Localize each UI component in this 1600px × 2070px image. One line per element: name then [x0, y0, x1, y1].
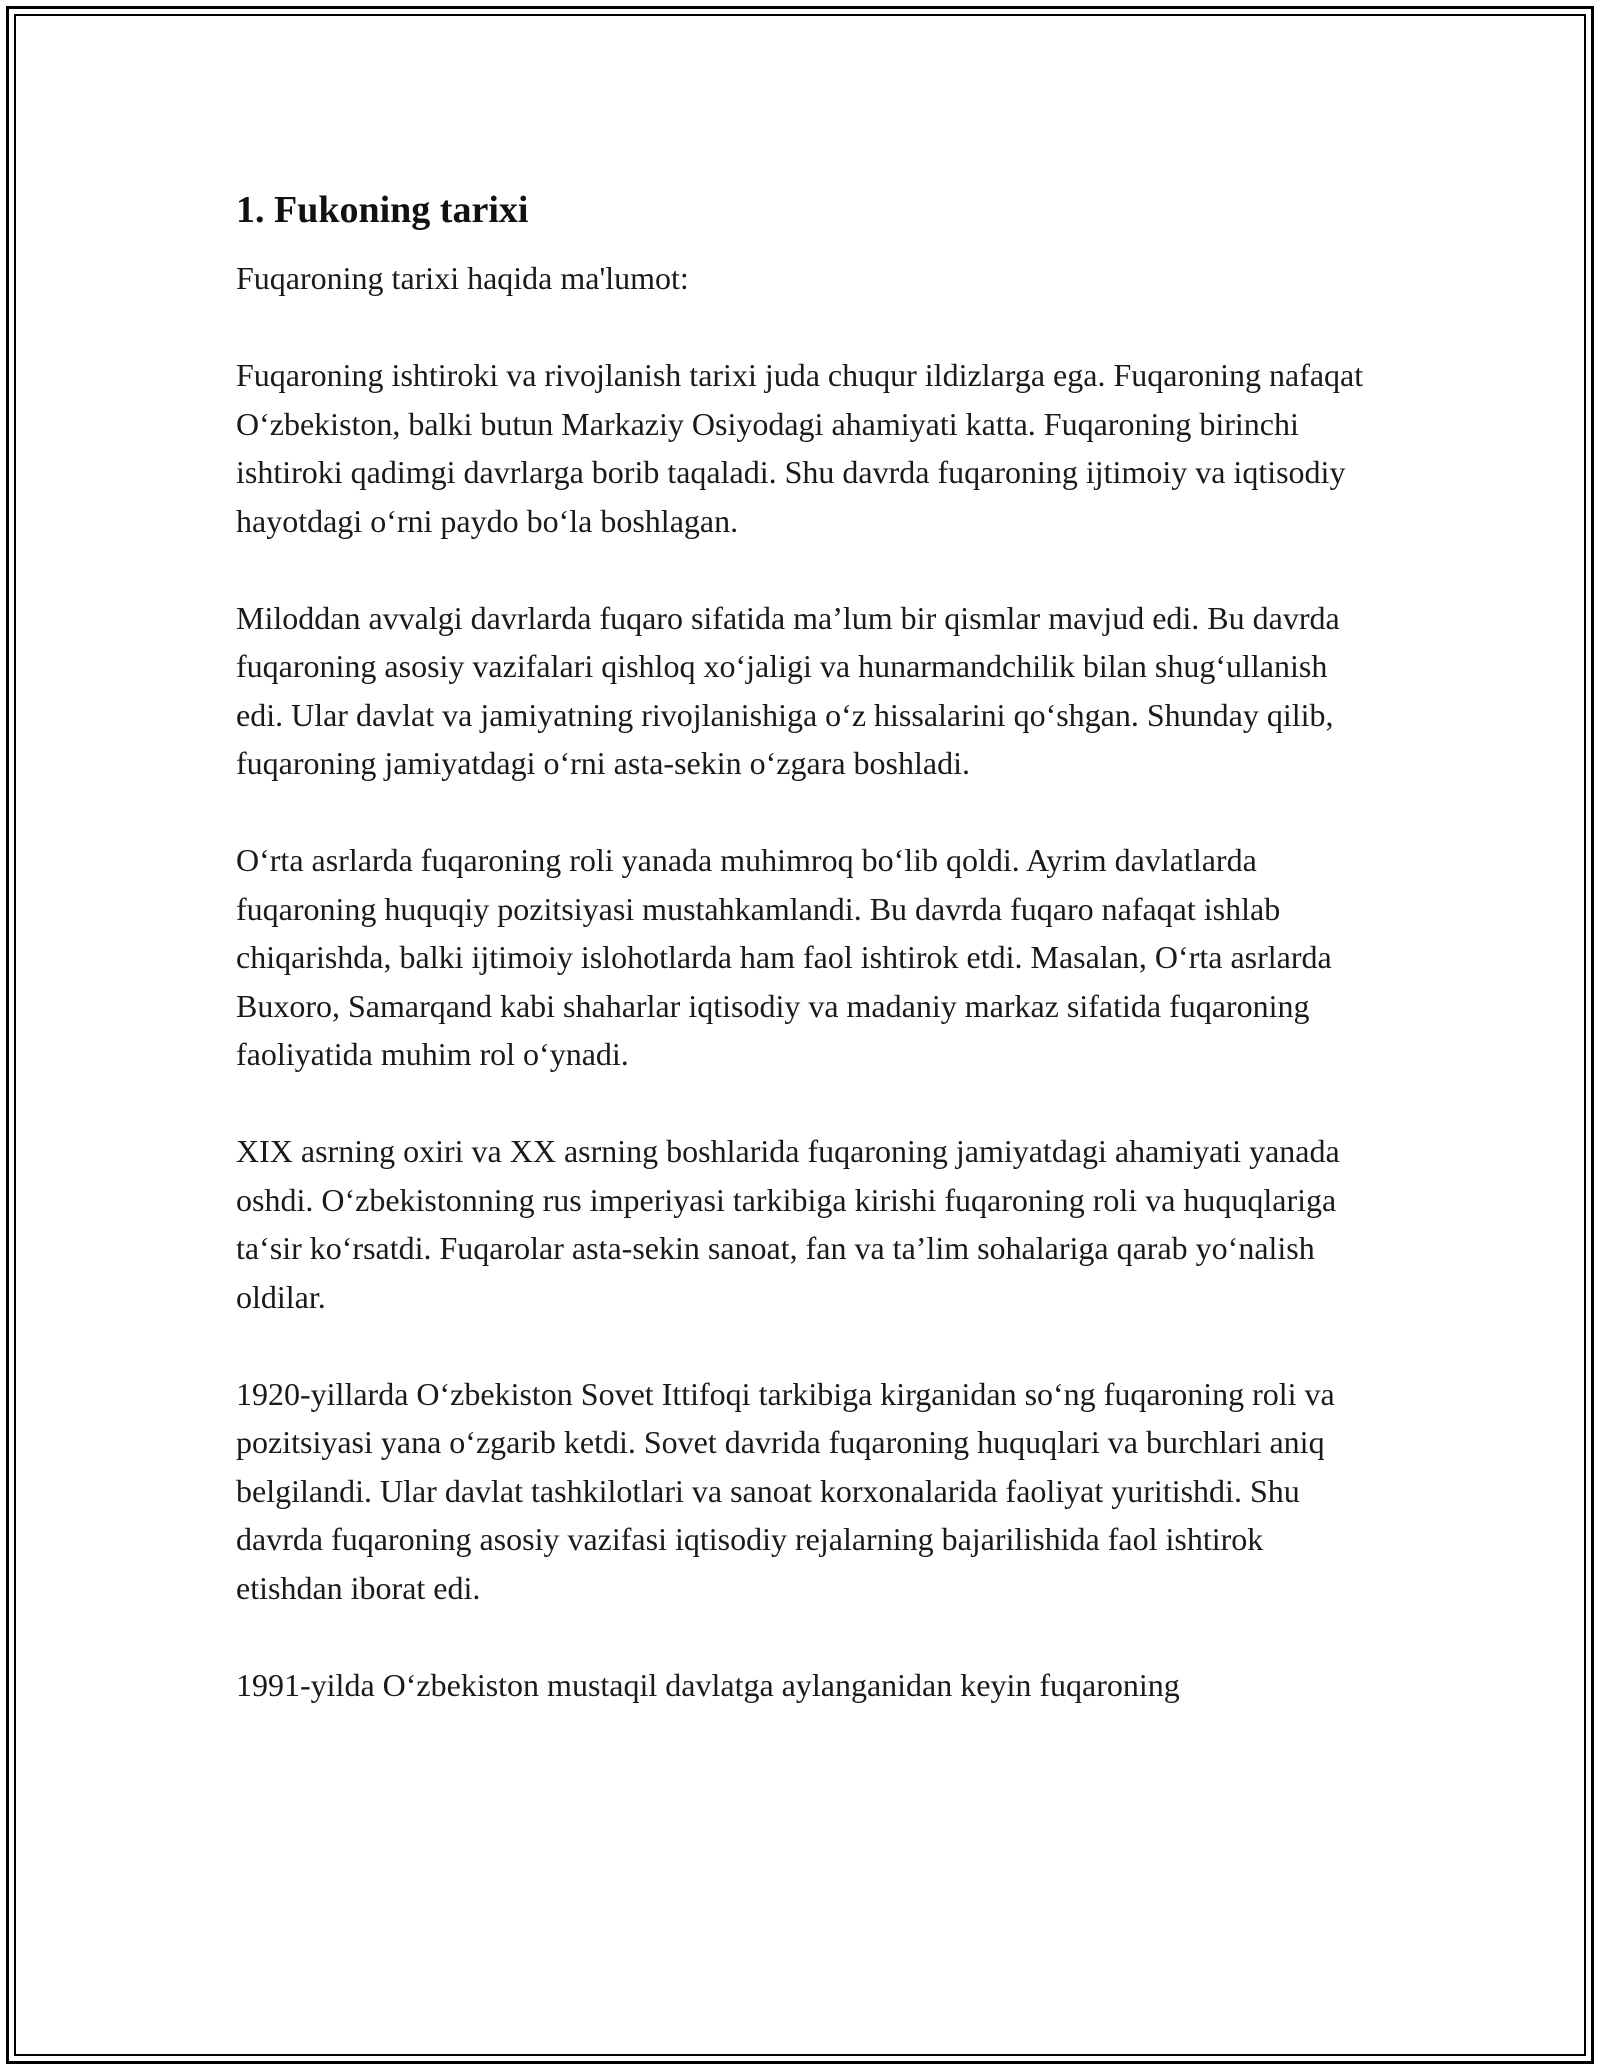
paragraph-origins: Fuqaroning ishtiroki va rivojlanish tarixi juda chuqur ildizlarga ega. Fuqaroning nafaqat O‘zbekiston, balki butun Markaziy Osiyodagi ahamiyati katta. Fuqaroning birinchi ishtiroki qadimgi davrlarga borib taqaladi. Shu davrda fuqaroning ijtimoiy va iqtisodiy hayotdagi o‘rni paydo bo‘la boshlagan.: [236, 357, 1364, 539]
document-body: [236, 186, 1376, 1758]
section-title: 1. Fukoning tarixi: [236, 189, 529, 231]
paragraph-intro: Fuqaroning tarixi haqida ma'lumot:: [236, 260, 689, 296]
paragraph-ancient: Miloddan avvalgi davrlarda fuqaro sifatida ma’lum bir qismlar mavjud edi. Bu davrda fuqaroning asosiy vazifalari qishloq xo‘jaligi va hunarmandchilik bilan shug‘ullanish edi. Ular davlat va jamiyatning rivojlanishiga o‘z hissalarini qo‘shgan. Shunday qilib, fuqaroning jamiyatdagi o‘rni asta-sekin o‘zgara boshladi.: [236, 599, 1340, 781]
paragraph-soviet-era: 1920-yillarda O‘zbekiston Sovet Ittifoqi tarkibiga kirganidan so‘ng fuqaroning roli va pozitsiyasi yana o‘zgarib ketdi. Sovet davrida fuqaroning huquqlari va burchlari aniq belgilandi. Ular davlat tashkilotlari va sanoat korxonalarida faoliyat yuritishdi. Shu davrda fuqaroning asosiy vazifasi iqtisodiy rejalarning bajarilishida faol ishtirok etishdan iborat edi.: [236, 1375, 1335, 1606]
paragraph-independence: 1991-yilda O‘zbekiston mustaqil davlatga aylanganidan keyin fuqaroning: [236, 1666, 1180, 1703]
paragraph-middle-ages: O‘rta asrlarda fuqaroning roli yanada muhimroq bo‘lib qoldi. Ayrim davlatlarda fuqaroning huquqiy pozitsiyasi mustahkamlandi. Bu davrda fuqaro nafaqat ishlab chiqarishda, balki ijtimoiy islohotlarda ham faol ishtirok etdi. Masalan, O‘rta asrlarda Buxoro, Samarqand kabi shaharlar iqtisodiy va madaniy markaz sifatida fuqaroning faoliyatida muhim rol o‘ynadi.: [236, 842, 1332, 1072]
paragraph-19th-century: XIX asrning oxiri va XX asrning boshlarida fuqaroning jamiyatdagi ahamiyati yanada oshdi. O‘zbekistonning rus imperiyasi tarkibiga kirishi fuqaroning roli va huquqlariga ta‘sir ko‘rsatdi. Fuqarolar asta-sekin sanoat, fan va ta’lim sohalariga qarab yo‘nalish oldilar.: [236, 1133, 1340, 1315]
